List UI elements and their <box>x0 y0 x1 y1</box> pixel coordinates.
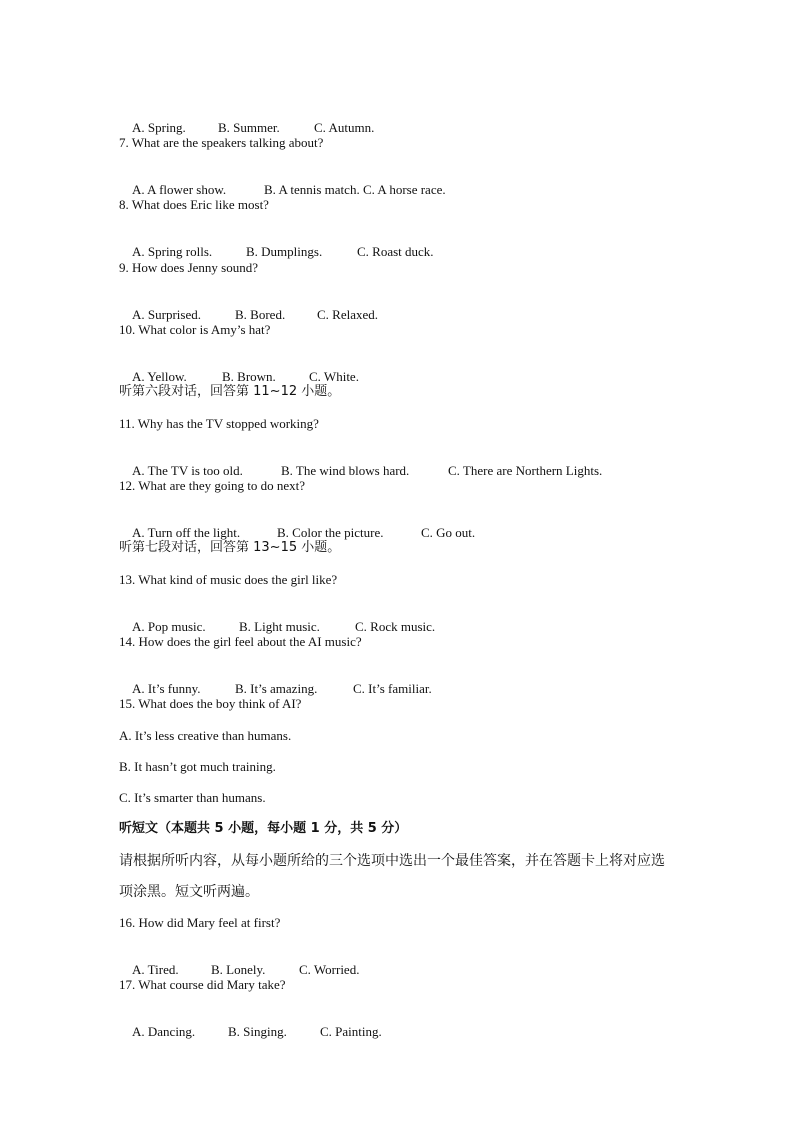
question-16: 16. How did Mary feel at first? <box>119 915 281 930</box>
option-c: C. It’s familiar. <box>353 681 432 696</box>
option-c: C. Painting. <box>320 1024 382 1039</box>
option-a: A. Spring rolls. <box>132 244 213 259</box>
option-b: B. Light music. <box>239 619 320 634</box>
option-a: A. Pop music. <box>132 619 206 634</box>
option-b: B. A tennis match. C. A horse race. <box>264 182 446 197</box>
section-heading: 听短文（本题共 5 小题，每小题 1 分，共 5 分） <box>119 821 408 836</box>
option-a: A. Spring. <box>132 120 186 135</box>
option-a: A. It’s funny. <box>132 681 201 696</box>
option-c: C. There are Northern Lights. <box>448 463 603 478</box>
question-15: 15. What does the boy think of AI? <box>119 696 302 711</box>
question-17: 17. What course did Mary take? <box>119 977 286 992</box>
option-b: B. It hasn’t got much training. <box>119 759 276 774</box>
options-line <box>119 1008 382 1056</box>
question-13: 13. What kind of music does the girl like? <box>119 572 338 587</box>
question-9: 9. How does Jenny sound? <box>119 260 259 275</box>
option-a: A. Tired. <box>132 962 179 977</box>
option-b: B. Lonely. <box>211 962 266 977</box>
option-b: B. Color the picture. <box>277 525 384 540</box>
option-c: C. Roast duck. <box>357 244 434 259</box>
question-7: 7. What are the speakers talking about? <box>119 135 324 150</box>
section-instruction: 听第七段对话，回答第 13~15 小题。 <box>119 540 341 555</box>
option-a: A. A flower show. <box>132 182 227 197</box>
option-b: B. Bored. <box>235 307 286 322</box>
section-directions-cont: 项涂黑。短文听两遍。 <box>119 884 259 900</box>
section-instruction: 听第六段对话，回答第 11~12 小题。 <box>119 384 341 399</box>
option-c: C. Autumn. <box>314 120 375 135</box>
question-8: 8. What does Eric like most? <box>119 197 269 212</box>
question-10: 10. What color is Amy’s hat? <box>119 322 271 337</box>
option-c: C. Go out. <box>421 525 476 540</box>
option-a: A. Yellow. <box>132 369 187 384</box>
option-a: A. Turn off the light. <box>132 525 241 540</box>
option-a: A. The TV is too old. <box>132 463 243 478</box>
option-a: A. It’s less creative than humans. <box>119 728 292 743</box>
option-c: C. Relaxed. <box>317 307 379 322</box>
option-b: B. The wind blows hard. <box>281 463 410 478</box>
option-c: C. It’s smarter than humans. <box>119 790 266 805</box>
option-c: C. White. <box>309 369 359 384</box>
question-12: 12. What are they going to do next? <box>119 478 306 493</box>
option-b: B. Singing. <box>228 1024 287 1039</box>
question-14: 14. How does the girl feel about the AI music? <box>119 634 362 649</box>
option-a: A. Surprised. <box>132 307 201 322</box>
option-c: C. Worried. <box>299 962 360 977</box>
question-11: 11. Why has the TV stopped working? <box>119 416 319 431</box>
option-b: B. Brown. <box>222 369 276 384</box>
option-b: B. Summer. <box>218 120 280 135</box>
option-c: C. Rock music. <box>355 619 436 634</box>
option-b: B. Dumplings. <box>246 244 323 259</box>
section-directions: 请根据所听内容，从每小题所给的三个选项中选出一个最佳答案，并在答题卡上将对应选 <box>119 853 665 869</box>
option-b: B. It’s amazing. <box>235 681 318 696</box>
option-a: A. Dancing. <box>132 1024 196 1039</box>
